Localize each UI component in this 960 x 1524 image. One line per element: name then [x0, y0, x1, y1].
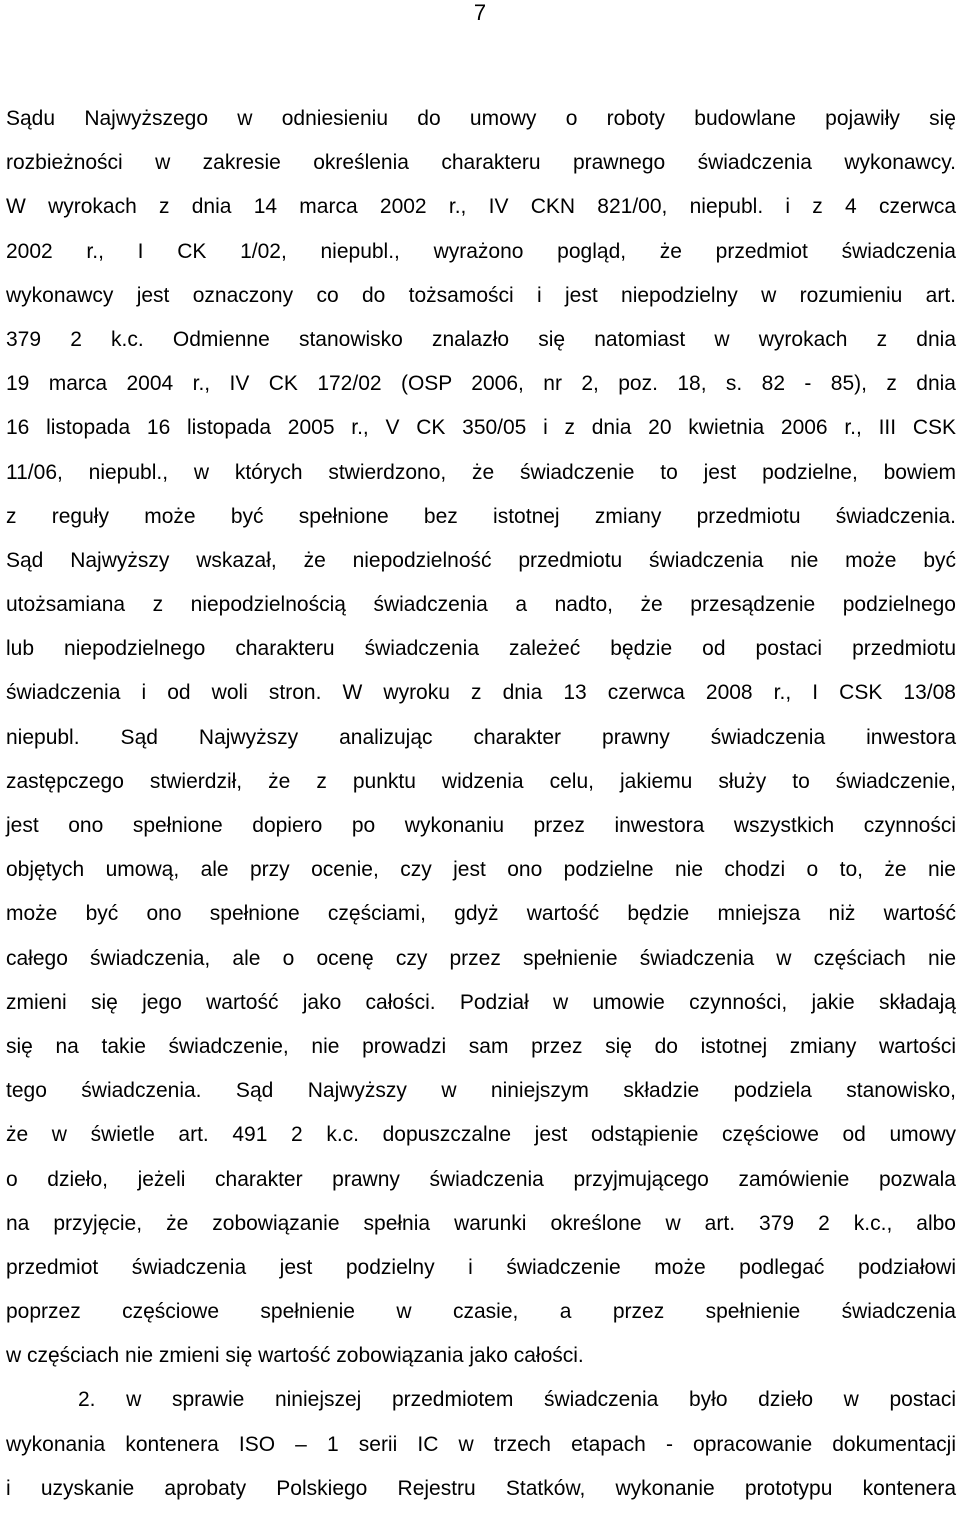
document-body	[6, 97, 956, 1511]
text-line: tego świadczenia. Sąd Najwyższy w niniejszym składzie podziela stanowisko,	[6, 1079, 956, 1103]
paragraph	[6, 97, 956, 1378]
text-line: lub niepodzielnego charakteru świadczenia zależeć będzie od postaci przedmiotu	[6, 637, 956, 661]
text-line: objętych umową, ale przy ocenie, czy jest ono podzielne nie chodzi o to, że nie	[6, 858, 956, 882]
text-line: i uzyskanie aprobaty Polskiego Rejestru Statków, wykonanie prototypu kontenera	[6, 1476, 956, 1500]
text-line: zmieni się jego wartość jako całości. Podział w umowie czynności, jakie składają	[6, 990, 956, 1014]
text-line: że w świetle art. 491 2 k.c. dopuszczalne jest odstąpienie częściowe od umowy	[6, 1123, 956, 1147]
text-line: może być ono spełnione częściami, gdyż wartość będzie mniejsza niż wartość	[6, 902, 956, 926]
text-line: Sąd Najwyższy wskazał, że niepodzielność przedmiotu świadczenia nie może być	[6, 548, 956, 572]
page-number: 7	[473, 0, 487, 25]
text-line: poprzez częściowe spełnienie w czasie, a przez spełnienie świadczenia	[6, 1300, 956, 1324]
text-line: utożsamiana z niepodzielnością świadczenia a nadto, że przesądzenie podzielnego	[6, 593, 956, 617]
text-line: na przyjęcie, że zobowiązanie spełnia warunki określone w art. 379 2 k.c., albo	[6, 1211, 956, 1235]
text-line: 16 listopada 16 listopada 2005 r., V CK 350/05 i z dnia 20 kwietnia 2006 r., III CSK	[6, 416, 956, 440]
text-line: 2002 r., I CK 1/02, niepubl., wyrażono pogląd, że przedmiot świadczenia	[6, 239, 956, 263]
text-line: 19 marca 2004 r., IV CK 172/02 (OSP 2006, nr 2, poz. 18, s. 82 - 85), z dnia	[6, 372, 956, 396]
text-line: świadczenia i od woli stron. W wyroku z dnia 13 czerwca 2008 r., I CSK 13/08	[6, 681, 956, 705]
text-line: rozbieżności w zakresie określenia charakteru prawnego świadczenia wykonawcy.	[6, 151, 956, 175]
text-line: wykonania kontenera ISO – 1 serii IC w trzech etapach - opracowanie dokumentacji	[6, 1432, 956, 1456]
text-line: przedmiot świadczenia jest podzielny i świadczenie może podlegać podziałowi	[6, 1255, 956, 1279]
text-line: o dzieło, jeżeli charakter prawny świadczenia przyjmującego zamówienie pozwala	[6, 1167, 956, 1191]
text-line: W wyrokach z dnia 14 marca 2002 r., IV CKN 821/00, niepubl. i z 4 czerwca	[6, 195, 956, 219]
text-line: całego świadczenia, ale o ocenę czy przez spełnienie świadczenia w częściach nie	[6, 946, 956, 970]
paragraph	[6, 1378, 956, 1511]
text-line: 379 2 k.c. Odmienne stanowisko znalazło się natomiast w wyrokach z dnia	[6, 327, 956, 351]
text-line: niepubl. Sąd Najwyższy analizując charakter prawny świadczenia inwestora	[6, 725, 956, 749]
text-line: 2. w sprawie niniejszej przedmiotem świadczenia było dzieło w postaci	[78, 1388, 956, 1412]
text-line: zastępczego stwierdził, że z punktu widzenia celu, jakiemu służy to świadczenie,	[6, 769, 956, 793]
text-line: się na takie świadczenie, nie prowadzi sam przez się do istotnej zmiany wartości	[6, 1034, 956, 1058]
text-line: w częściach nie zmieni się wartość zobowiązania jako całości.	[6, 1344, 584, 1368]
text-line: 11/06, niepubl., w których stwierdzono, że świadczenie to jest podzielne, bowiem	[6, 460, 956, 484]
text-line: z reguły może być spełnione bez istotnej zmiany przedmiotu świadczenia.	[6, 504, 956, 528]
text-line: wykonawcy jest oznaczony co do tożsamości i jest niepodzielny w rozumieniu art.	[6, 283, 956, 307]
text-line: jest ono spełnione dopiero po wykonaniu przez inwestora wszystkich czynności	[6, 814, 956, 837]
text-line: Sądu Najwyższego w odniesieniu do umowy o roboty budowlane pojawiły się	[6, 107, 956, 130]
